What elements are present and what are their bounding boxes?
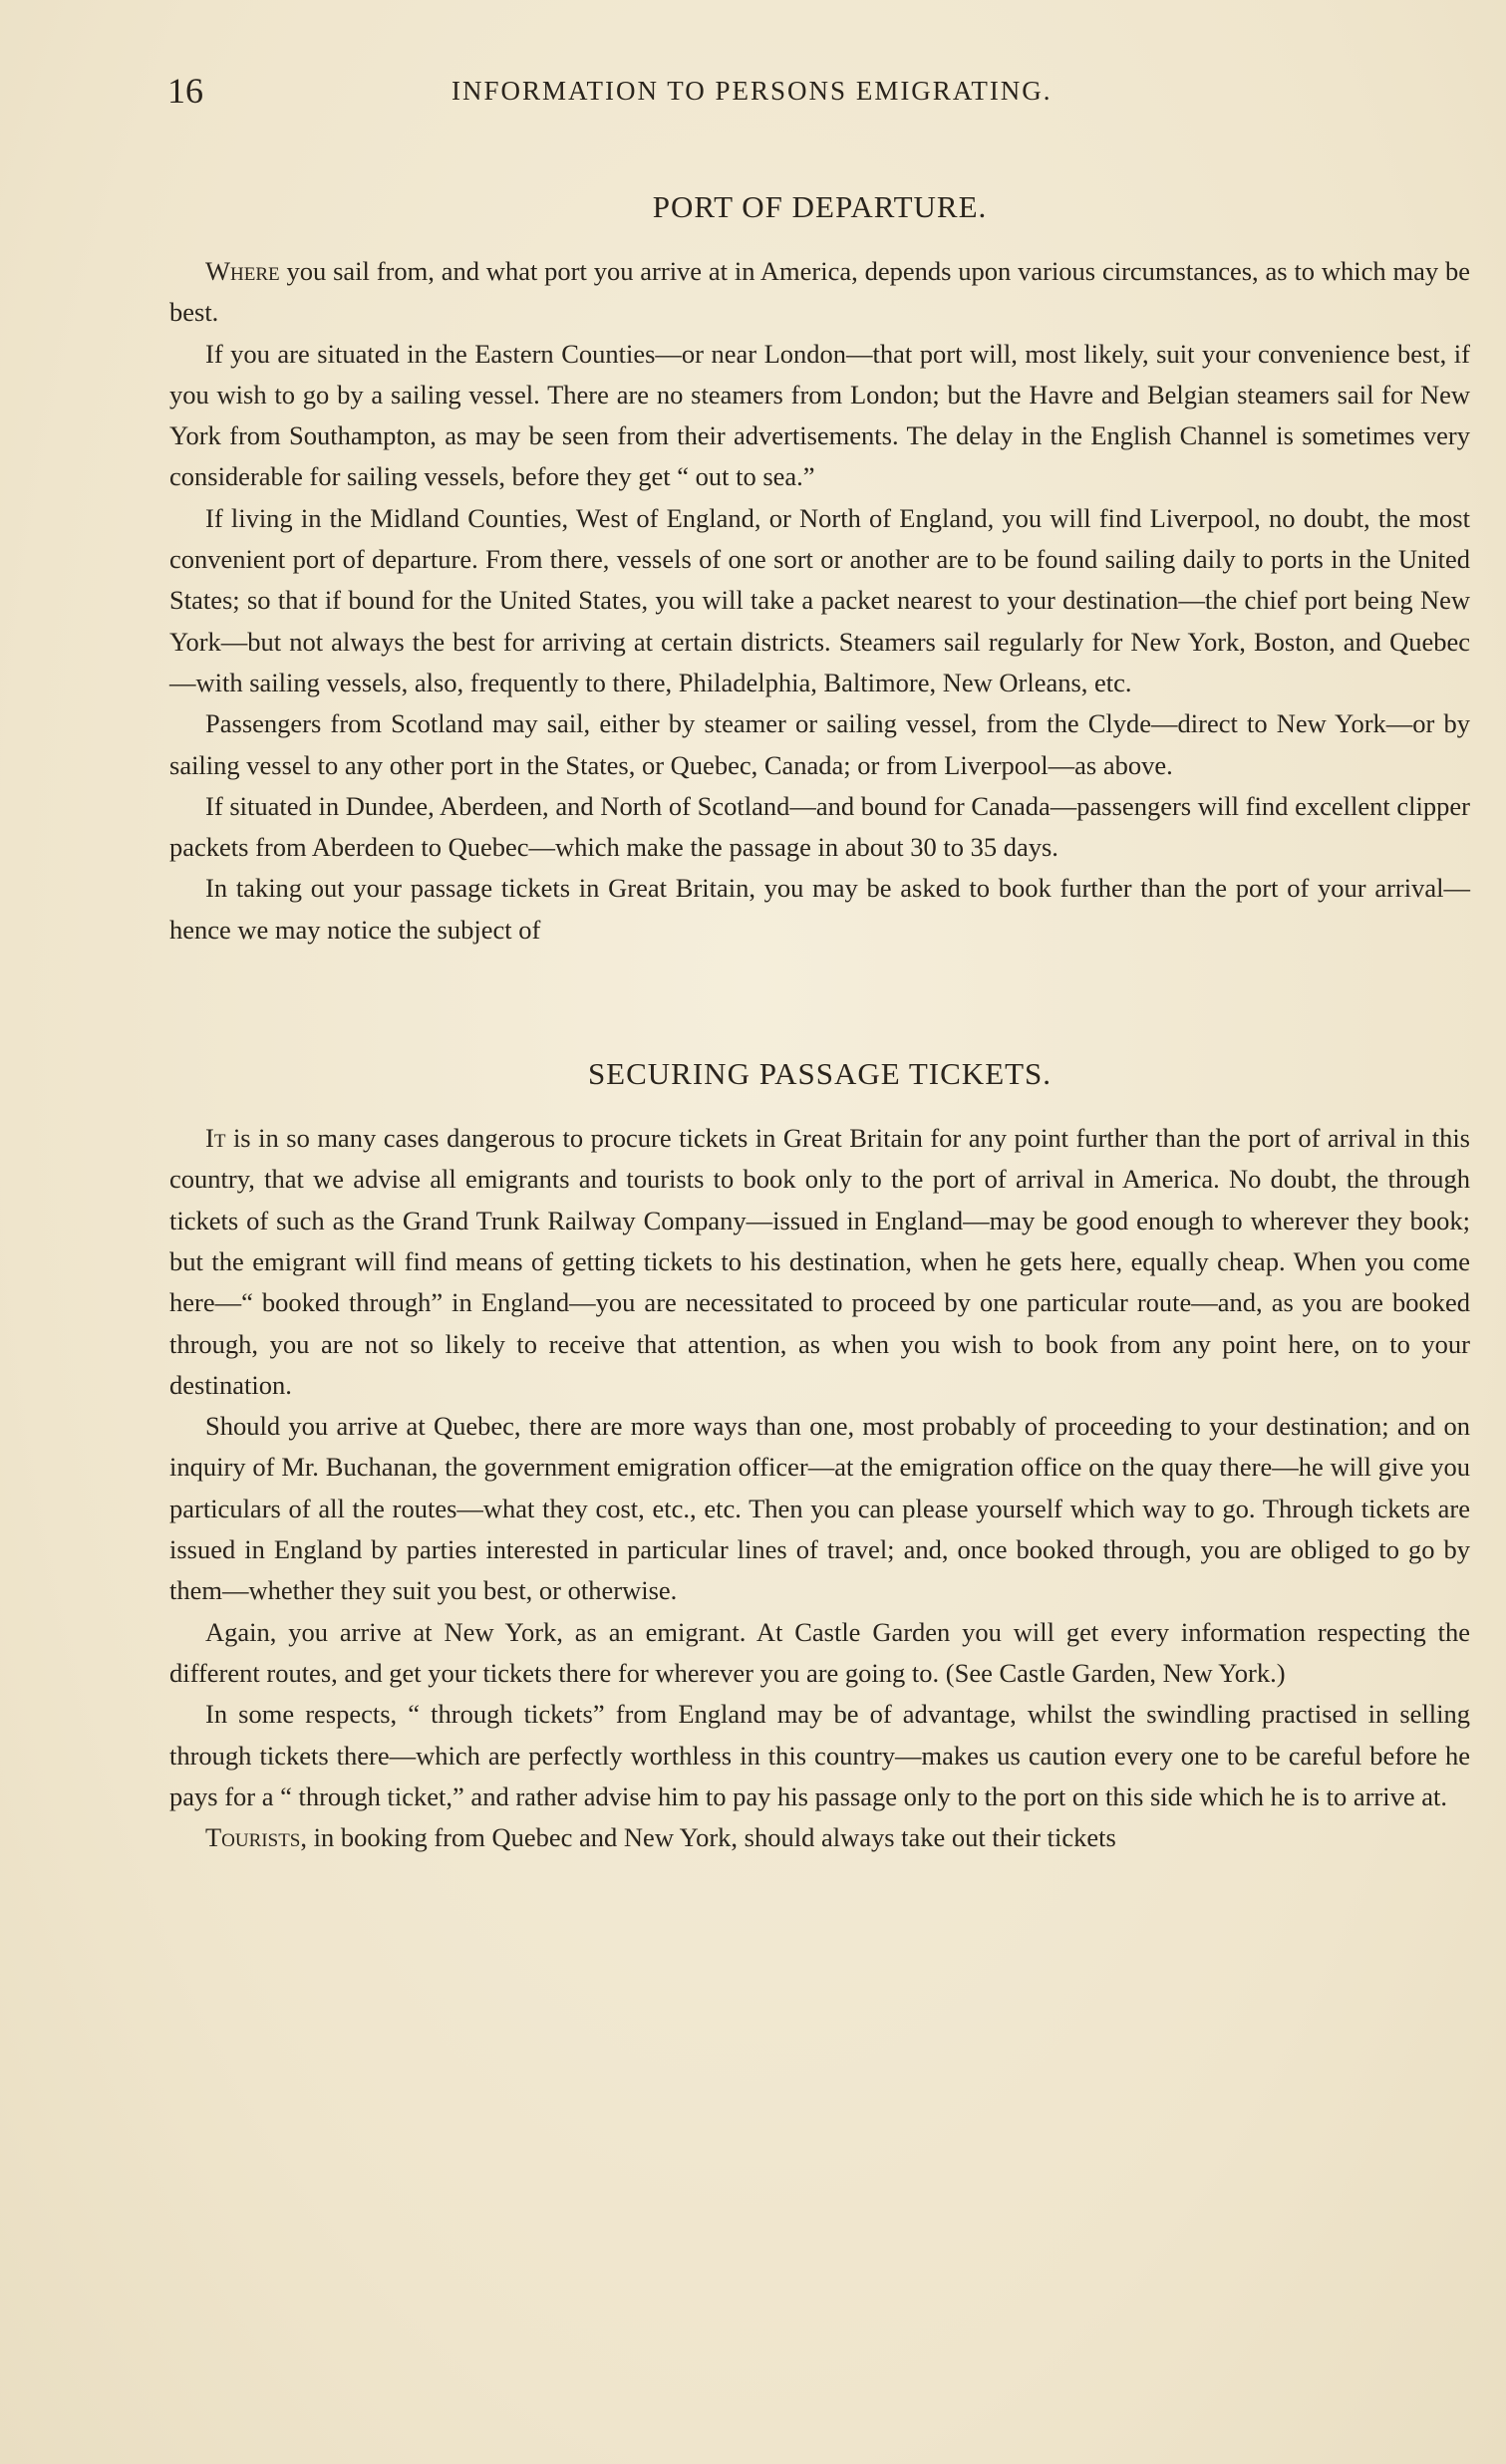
- paragraph: Should you arrive at Quebec, there are more ways than one, most probably of proceeding to your destination; and on inquiry of Mr. Buchanan, the government emigration officer—at the emigration office on the quay there—he will give you particulars of all the routes—what they cost, etc., etc. Then you can please yourself which way to go. Through tickets are issued in England by parties interested in particular lines of travel; and, once booked through, you are obliged to go by them—whether they suit you best, or otherwise.: [169, 1411, 1470, 1606]
- paragraph: In some respects, “ through tickets” from England may be of advantage, whilst the swindling practised in selling through tickets there—which are perfectly worthless in this country—makes us caution every one to be careful before he pays for a “ through ticket,” and rather advise him to pay his passage only to the port on this side which he is to arrive at.: [169, 1699, 1470, 1811]
- paragraph: If living in the Midland Counties, West of England, or North of England, you will find Liverpool, no doubt, the most convenient port of departure. From there, vessels of one sort or another are to be found sailing daily to ports in the United States; so that if bound for the United States, you will take a packet nearest to your destination—the chief port being New York—but not always the best for arriving at certain districts. Steamers sail regularly for New York, Boston, and Quebec—with sailing vessels, also, frequently to there, Philadelphia, Baltimore, New Orleans, etc.: [169, 502, 1470, 697]
- paragraph: Again, you arrive at New York, as an emigrant. At Castle Garden you will get every information respecting the different routes, and get your tickets there for wherever you are going to. (See Castle Garden, New York.): [169, 1616, 1470, 1688]
- section-title-securing-passage-tickets: SECURING PASSAGE TICKETS.: [587, 1056, 1053, 1092]
- running-title: INFORMATION TO PERSONS EMIGRATING.: [452, 76, 1053, 106]
- running-head: [167, 70, 1473, 114]
- paragraph: Passengers from Scotland may sail, either by steamer or sailing vessel, from the Clyde—direct to New York—or by sailing vessel to any other port in the States, or Quebec, Canada; or from Liverpool—as above.: [169, 708, 1470, 780]
- paragraph-lead: It: [205, 1123, 226, 1154]
- paragraph-text: you sail from, and what port you arrive at in America, depends upon various circumstances, as to which may be best.: [169, 256, 1470, 328]
- paragraph-lead: Where: [205, 256, 280, 286]
- paragraph: If situated in Dundee, Aberdeen, and North of Scotland—and bound for Canada—passengers will find excellent clipper packets from Aberdeen to Quebec—which make the passage in about 30 to 35 days.: [169, 790, 1470, 863]
- page-number: 16: [167, 71, 203, 111]
- paragraph-text: is in so many cases dangerous to procure tickets in Great Britain for any point further than the port of arrival in this country, that we advise all emigrants and tourists to book only to the port of arrival in America. No doubt, the through tickets of such as the Grand Trunk Railway Company—issued in England—may be good enough to wherever they book; but the emigrant will find means of getting tickets to his destination, when he gets here, equally cheap. When you come here—“ booked through” in England—you are necessitated to proceed by one particular route—and, as you are booked through, you are not so likely to receive that attention, as when you wish to book from any point here, on to your destination.: [169, 1123, 1470, 1400]
- paragraph-lead: Tourists: [205, 1822, 301, 1853]
- paragraph: [169, 251, 1470, 334]
- paragraph: In taking out your passage tickets in Great Britain, you may be asked to book further than the port of your arrival—hence we may notice the subject of: [169, 873, 1470, 945]
- paragraph: [169, 1817, 1470, 1858]
- section-title-port-of-departure: PORT OF DEPARTURE.: [652, 189, 988, 224]
- paragraph: [169, 1118, 1470, 1406]
- paragraph: If you are situated in the Eastern Counties—or near London—that port will, most likely, suit your convenience best, if you wish to go by a sailing vessel. There are no steamers from London; but the Havre and Belgian steamers sail for New York from Southampton, as may be seen from their advertisements. The delay in the English Channel is sometimes very considerable for sailing vessels, before they get “ out to sea.”: [169, 338, 1470, 492]
- paragraph-text: , in booking from Quebec and New York, should always take out their tickets: [300, 1822, 1116, 1853]
- page-content: [169, 189, 1470, 1858]
